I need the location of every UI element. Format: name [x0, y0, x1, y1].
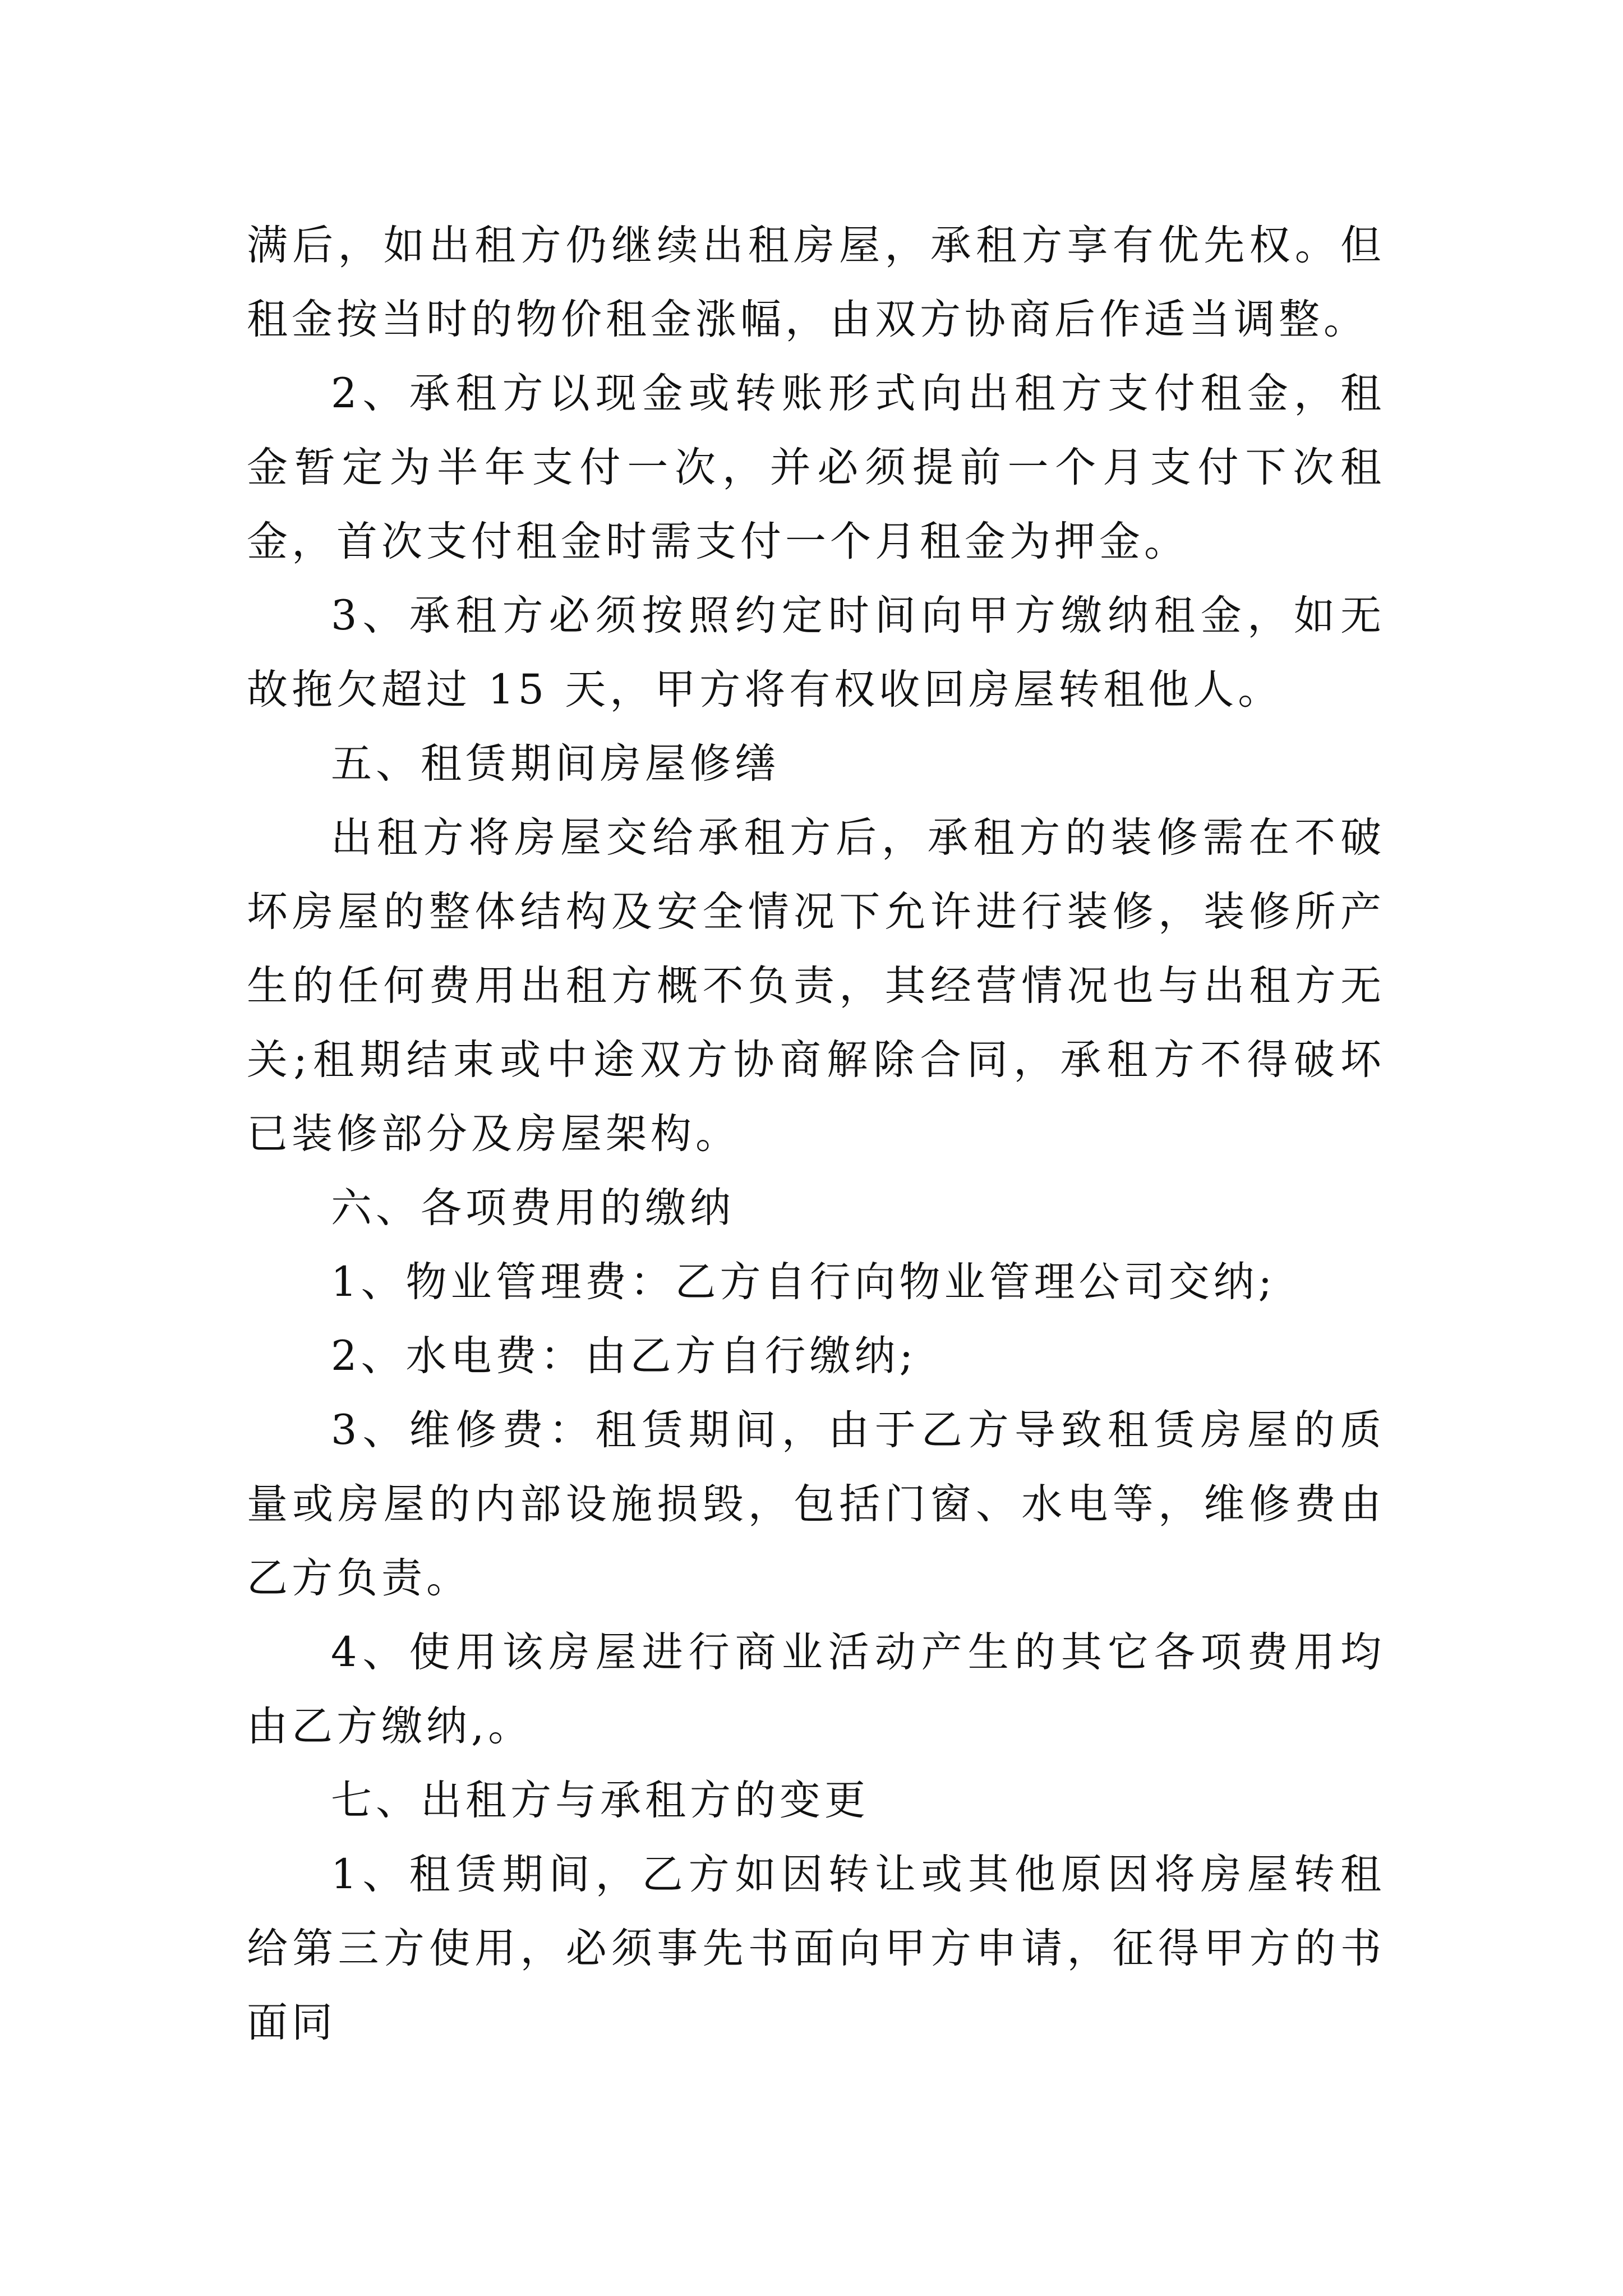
paragraph-10: 4、使用该房屋进行商业活动产生的其它各项费用均由乙方缴纳,。 [247, 1628, 1385, 1750]
paragraph-1: 满后，如出租方仍继续出租房屋，承租方享有优先权。但租金按当时的物价租金涨幅，由双方协商后作适当调整。 [247, 222, 1385, 343]
paragraph-5: 出租方将房屋交给承租方后，承租方的装修需在不破坏房屋的整体结构及安全情况下允许进行装修，装修所产生的任何费用出租方概不负责，其经营情况也与出租方无关;租期结束或中途双方协商解除合同，承租方不得破坏已装修部分及房屋架构。 [247, 814, 1385, 1158]
paragraph-7: 1、物业管理费：乙方自行向物业管理公司交纳; [331, 1258, 1276, 1306]
paragraph-12: 1、租赁期间，乙方如因转让或其他原因将房屋转租给第三方使用，必须事先书面向甲方申请，征得甲方的书面同 [247, 1851, 1385, 2046]
section-heading-7: 七、出租方与承租方的变更 [331, 1777, 869, 1824]
paragraph-2: 2、承租方以现金或转账形式向出租方支付租金，租金暂定为半年支付一次，并必须提前一个月支付下次租金，首次支付租金时需支付一个月租金为押金。 [247, 370, 1385, 565]
section-heading-6: 六、各项费用的缴纳 [331, 1184, 735, 1232]
paragraph-8: 2、水电费：由乙方自行缴纳; [331, 1332, 917, 1380]
section-heading-5: 五、租赁期间房屋修缮 [331, 740, 780, 788]
paragraph-9: 3、维修费：租赁期间，由于乙方导致租赁房屋的质量或房屋的内部设施损毁，包括门窗、水电等，维修费由乙方负责。 [247, 1406, 1385, 1602]
paragraph-3: 3、承租方必须按照约定时间向甲方缴纳租金，如无故拖欠超过 15 天，甲方将有权收回房屋转租他人。 [247, 592, 1385, 714]
document-body [247, 209, 1385, 2060]
